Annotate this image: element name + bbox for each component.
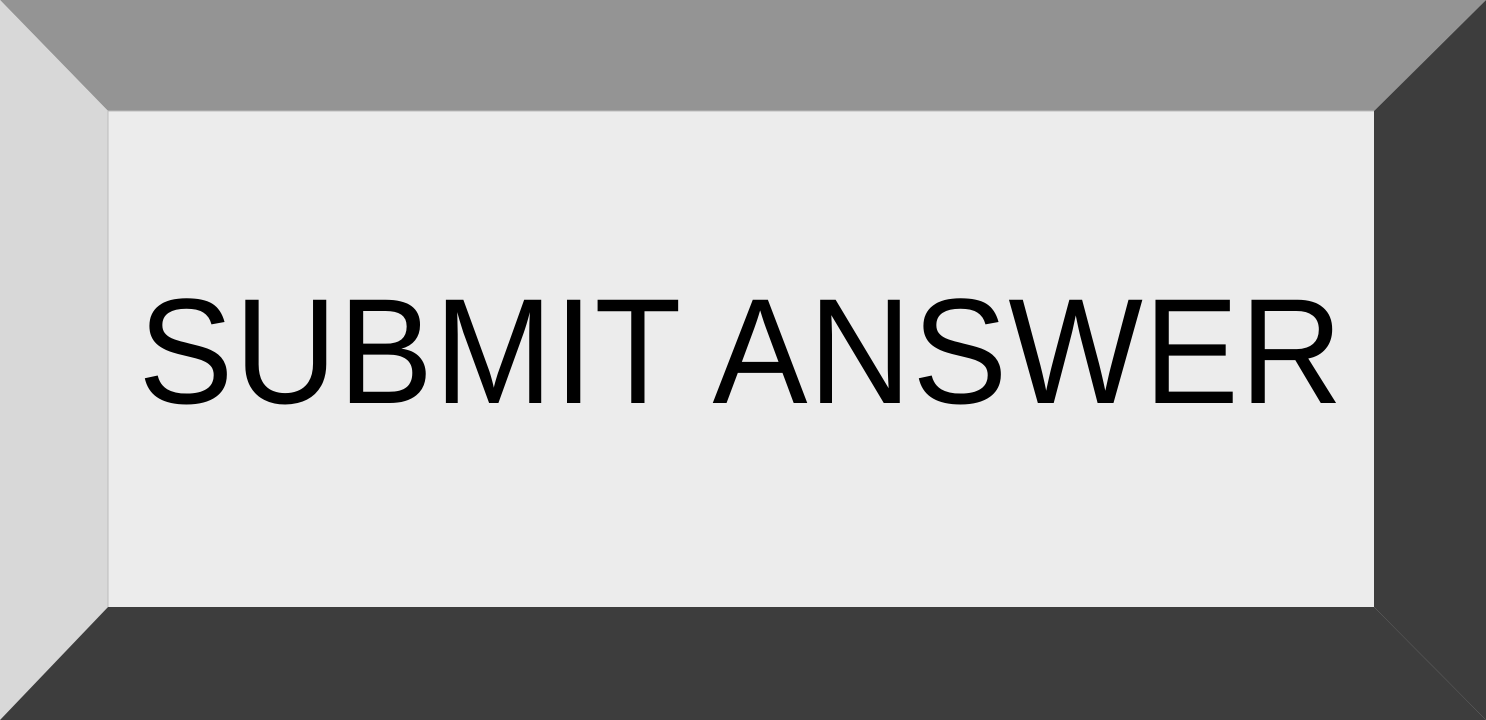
top-bevel: [0, 0, 1486, 111]
submit-answer-label: SUBMIT ANSWER: [138, 266, 1344, 435]
bottom-bevel: [0, 607, 1486, 720]
right-bevel: [1374, 0, 1486, 720]
left-bevel: [0, 0, 108, 720]
